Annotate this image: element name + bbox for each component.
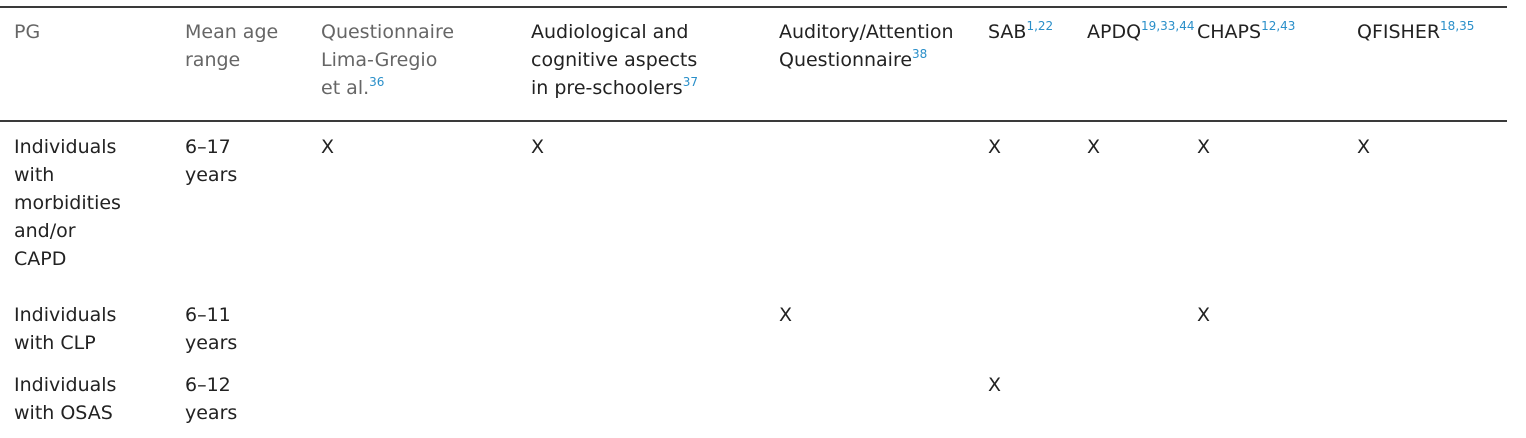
row2-age-line: years — [185, 332, 238, 354]
header-auditory-line2-text: Questionnaire — [779, 49, 913, 71]
table-header-rule — [0, 120, 1507, 122]
header-audiological-ref: 37 — [682, 75, 698, 89]
header-audiological-line3 — [531, 74, 698, 104]
header-sab — [988, 18, 1053, 48]
row3-age-line: 6–12 — [185, 374, 231, 396]
header-mean-age-line1: Mean age — [185, 21, 279, 43]
row2-mark-chaps: X — [1197, 304, 1211, 326]
row2-pg-line: Individuals — [14, 304, 117, 326]
header-auditory-ref: 38 — [912, 47, 928, 61]
row2-age — [185, 301, 237, 357]
row1-mark-lima-gregio: X — [321, 136, 335, 158]
row1-mark-apdq: X — [1087, 136, 1101, 158]
row1-age-line: years — [185, 164, 238, 186]
header-chaps-text: CHAPS — [1197, 21, 1262, 43]
header-auditory-attention — [779, 18, 954, 76]
header-mean-age — [185, 18, 278, 74]
header-pg-text: PG — [14, 21, 41, 43]
row1-mark-audiological: X — [531, 136, 545, 158]
row1-mark-chaps: X — [1197, 136, 1211, 158]
header-chaps-ref: 12,43 — [1261, 19, 1296, 33]
header-questionnaire-line3 — [321, 74, 454, 104]
row2-mark-auditory-attention: X — [779, 304, 793, 326]
header-qfisher-text: QFISHER — [1357, 21, 1441, 43]
row1-pg-line: Individuals — [14, 136, 117, 158]
row3-mark-sab: X — [988, 374, 1002, 396]
row2-pg — [14, 301, 116, 357]
row1-pg-line: morbidities — [14, 192, 121, 214]
row3-age-line: years — [185, 402, 238, 424]
table-top-rule — [0, 6, 1507, 8]
row3-pg-line: with OSAS — [14, 402, 113, 424]
header-apdq-text: APDQ — [1087, 21, 1142, 43]
row3-pg — [14, 371, 116, 427]
header-qfisher-ref: 18,35 — [1440, 19, 1475, 33]
row3-pg-line: Individuals — [14, 374, 117, 396]
header-questionnaire-line3-text: et al. — [321, 77, 370, 99]
row1-mark-qfisher: X — [1357, 136, 1371, 158]
header-questionnaire-line1: Questionnaire — [321, 21, 455, 43]
row1-age — [185, 133, 237, 189]
row1-pg-line: CAPD — [14, 248, 67, 270]
row3-age — [185, 371, 237, 427]
header-sab-ref: 1,22 — [1026, 19, 1054, 33]
row1-pg-line: and/or — [14, 220, 76, 242]
header-sab-text: SAB — [988, 21, 1027, 43]
header-audiological-line3-text: in pre-schoolers — [531, 77, 683, 99]
row1-age-line: 6–17 — [185, 136, 231, 158]
header-questionnaire-ref: 36 — [369, 75, 385, 89]
header-mean-age-line2: range — [185, 49, 241, 71]
header-questionnaire-line2: Lima-Gregio — [321, 49, 438, 71]
header-audiological-line2: cognitive aspects — [531, 49, 698, 71]
header-questionnaire-lima-gregio — [321, 18, 454, 104]
header-apdq-ref: 19,33,44 — [1141, 19, 1195, 33]
row1-pg-line: with — [14, 164, 55, 186]
header-auditory-line2 — [779, 46, 954, 76]
header-audiological-cognitive — [531, 18, 698, 104]
header-qfisher — [1357, 18, 1474, 48]
row2-pg-line: with CLP — [14, 332, 96, 354]
header-audiological-line1: Audiological and — [531, 21, 689, 43]
row1-mark-sab: X — [988, 136, 1002, 158]
header-pg — [14, 18, 40, 46]
header-auditory-line1: Auditory/Attention — [779, 21, 954, 43]
row2-age-line: 6–11 — [185, 304, 231, 326]
header-chaps — [1197, 18, 1295, 48]
header-apdq — [1087, 18, 1194, 48]
row1-pg — [14, 133, 121, 273]
